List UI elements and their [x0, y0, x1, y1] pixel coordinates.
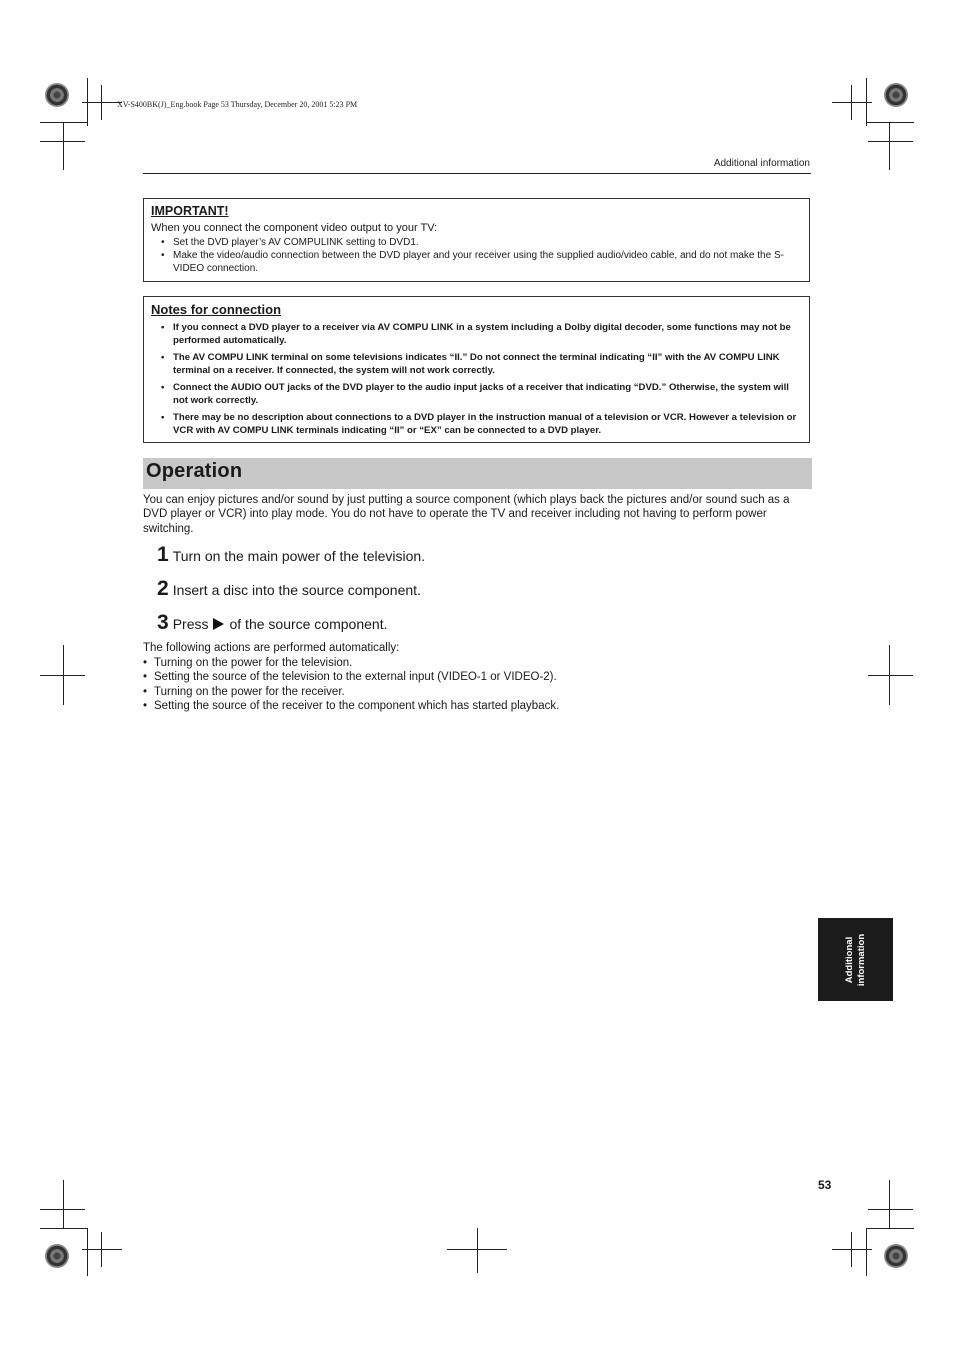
crop-mark: [82, 102, 122, 103]
step-2: [157, 577, 421, 601]
running-head: Additional information: [713, 158, 810, 169]
page-number: 53: [818, 1178, 832, 1192]
crop-mark: [87, 1228, 88, 1276]
header-rule: [143, 173, 811, 174]
crop-mark: [63, 1180, 64, 1228]
step-number: 3: [157, 611, 169, 634]
section-title: Operation: [146, 460, 243, 482]
crop-mark: [63, 122, 64, 170]
crop-mark: [832, 102, 872, 103]
color-disc-mark: [45, 83, 69, 107]
automatic-actions: [143, 641, 811, 714]
crop-mark: [868, 1209, 913, 1210]
list-item: • Turning on the power for the television.: [143, 656, 811, 671]
crop-mark: [866, 1228, 867, 1276]
operation-intro: You can enjoy pictures and/or sound by just putting a source component (which plays back the pictures and/or sound such as a DVD player or VCR) into play mode. You do not have to operate the TV and receiver including not having to perform power switching.: [143, 494, 790, 535]
list-item: • Turning on the power for the receiver.: [143, 685, 811, 700]
crop-mark: [101, 85, 102, 120]
automatic-actions-intro: The following actions are performed automatically:: [143, 642, 400, 654]
crop-mark: [851, 1232, 852, 1267]
crop-mark: [82, 1249, 122, 1250]
crop-mark: [63, 645, 64, 705]
list-item: • Set the DVD player’s AV COMPULINK setting to DVD1.: [151, 236, 801, 249]
list-item: • Make the video/audio connection between the DVD player and your receiver using the supplied audio/video cable, and do not make the S-VIDEO connection.: [151, 249, 801, 275]
list-item: • There may be no description about connections to a DVD player in the instruction manual of a television or VCR. However a television or VCR with AV COMPU LINK terminals indicating “II” or “EX” can be connected to a DVD player.: [151, 411, 801, 437]
crop-mark: [40, 1228, 88, 1229]
crop-mark: [889, 122, 890, 170]
important-title: IMPORTANT!: [151, 204, 229, 218]
step-1: [157, 543, 425, 567]
list-item: • Setting the source of the receiver to the component which has started playback.: [143, 699, 811, 714]
step-text: Turn on the main power of the television.: [172, 548, 426, 564]
crop-mark: [832, 1249, 872, 1250]
crop-mark: [889, 1180, 890, 1228]
crop-mark: [101, 1232, 102, 1267]
notes-box: [143, 296, 810, 443]
play-icon: [213, 618, 224, 630]
notes-list: [151, 321, 801, 437]
list-item: • Connect the AUDIO OUT jacks of the DVD player to the audio input jacks of a receiver that indicating “DVD.” Otherwise, the system will not work correctly.: [151, 381, 801, 407]
step-3: [157, 611, 387, 635]
crop-mark: [866, 1228, 914, 1229]
important-box: [143, 198, 810, 282]
color-disc-mark: [884, 1244, 908, 1268]
crop-mark: [868, 141, 913, 142]
color-disc-mark: [884, 83, 908, 107]
crop-mark: [477, 1228, 478, 1273]
step-text-before: Press: [172, 616, 209, 632]
crop-mark: [889, 645, 890, 705]
step-number: 1: [157, 543, 169, 566]
side-tab: [818, 918, 893, 1001]
list-item: • Setting the source of the television to the external input (VIDEO-1 or VIDEO-2).: [143, 670, 811, 685]
side-tab-line: Additional: [843, 936, 855, 983]
notes-title: Notes for connection: [151, 302, 282, 317]
important-list: [151, 236, 801, 275]
side-tab-line: information: [855, 933, 867, 986]
step-number: 2: [157, 577, 169, 600]
color-disc-mark: [45, 1244, 69, 1268]
crop-mark: [851, 85, 852, 120]
list-item: • The AV COMPU LINK terminal on some televisions indicates “II.” Do not connect the terminal indicating “II” with the AV COMPU LINK terminal on a receiver. If connected, the system will not work correctly.: [151, 351, 801, 377]
crop-mark: [866, 122, 914, 123]
list-item: • If you connect a DVD player to a receiver via AV COMPU LINK in a system including a Dolby digital decoder, some functions may not be performed automatically.: [151, 321, 801, 347]
automatic-actions-list: [143, 656, 811, 714]
step-text-after: of the source component.: [229, 616, 388, 632]
file-header: XV-S400BK(J)_Eng.book Page 53 Thursday, December 20, 2001 5:23 PM: [117, 100, 358, 109]
crop-mark: [40, 122, 88, 123]
step-text: Insert a disc into the source component.: [172, 582, 421, 598]
crop-mark: [868, 675, 913, 676]
important-intro: When you connect the component video output to your TV:: [151, 222, 438, 234]
section-heading-bar: [143, 458, 812, 489]
